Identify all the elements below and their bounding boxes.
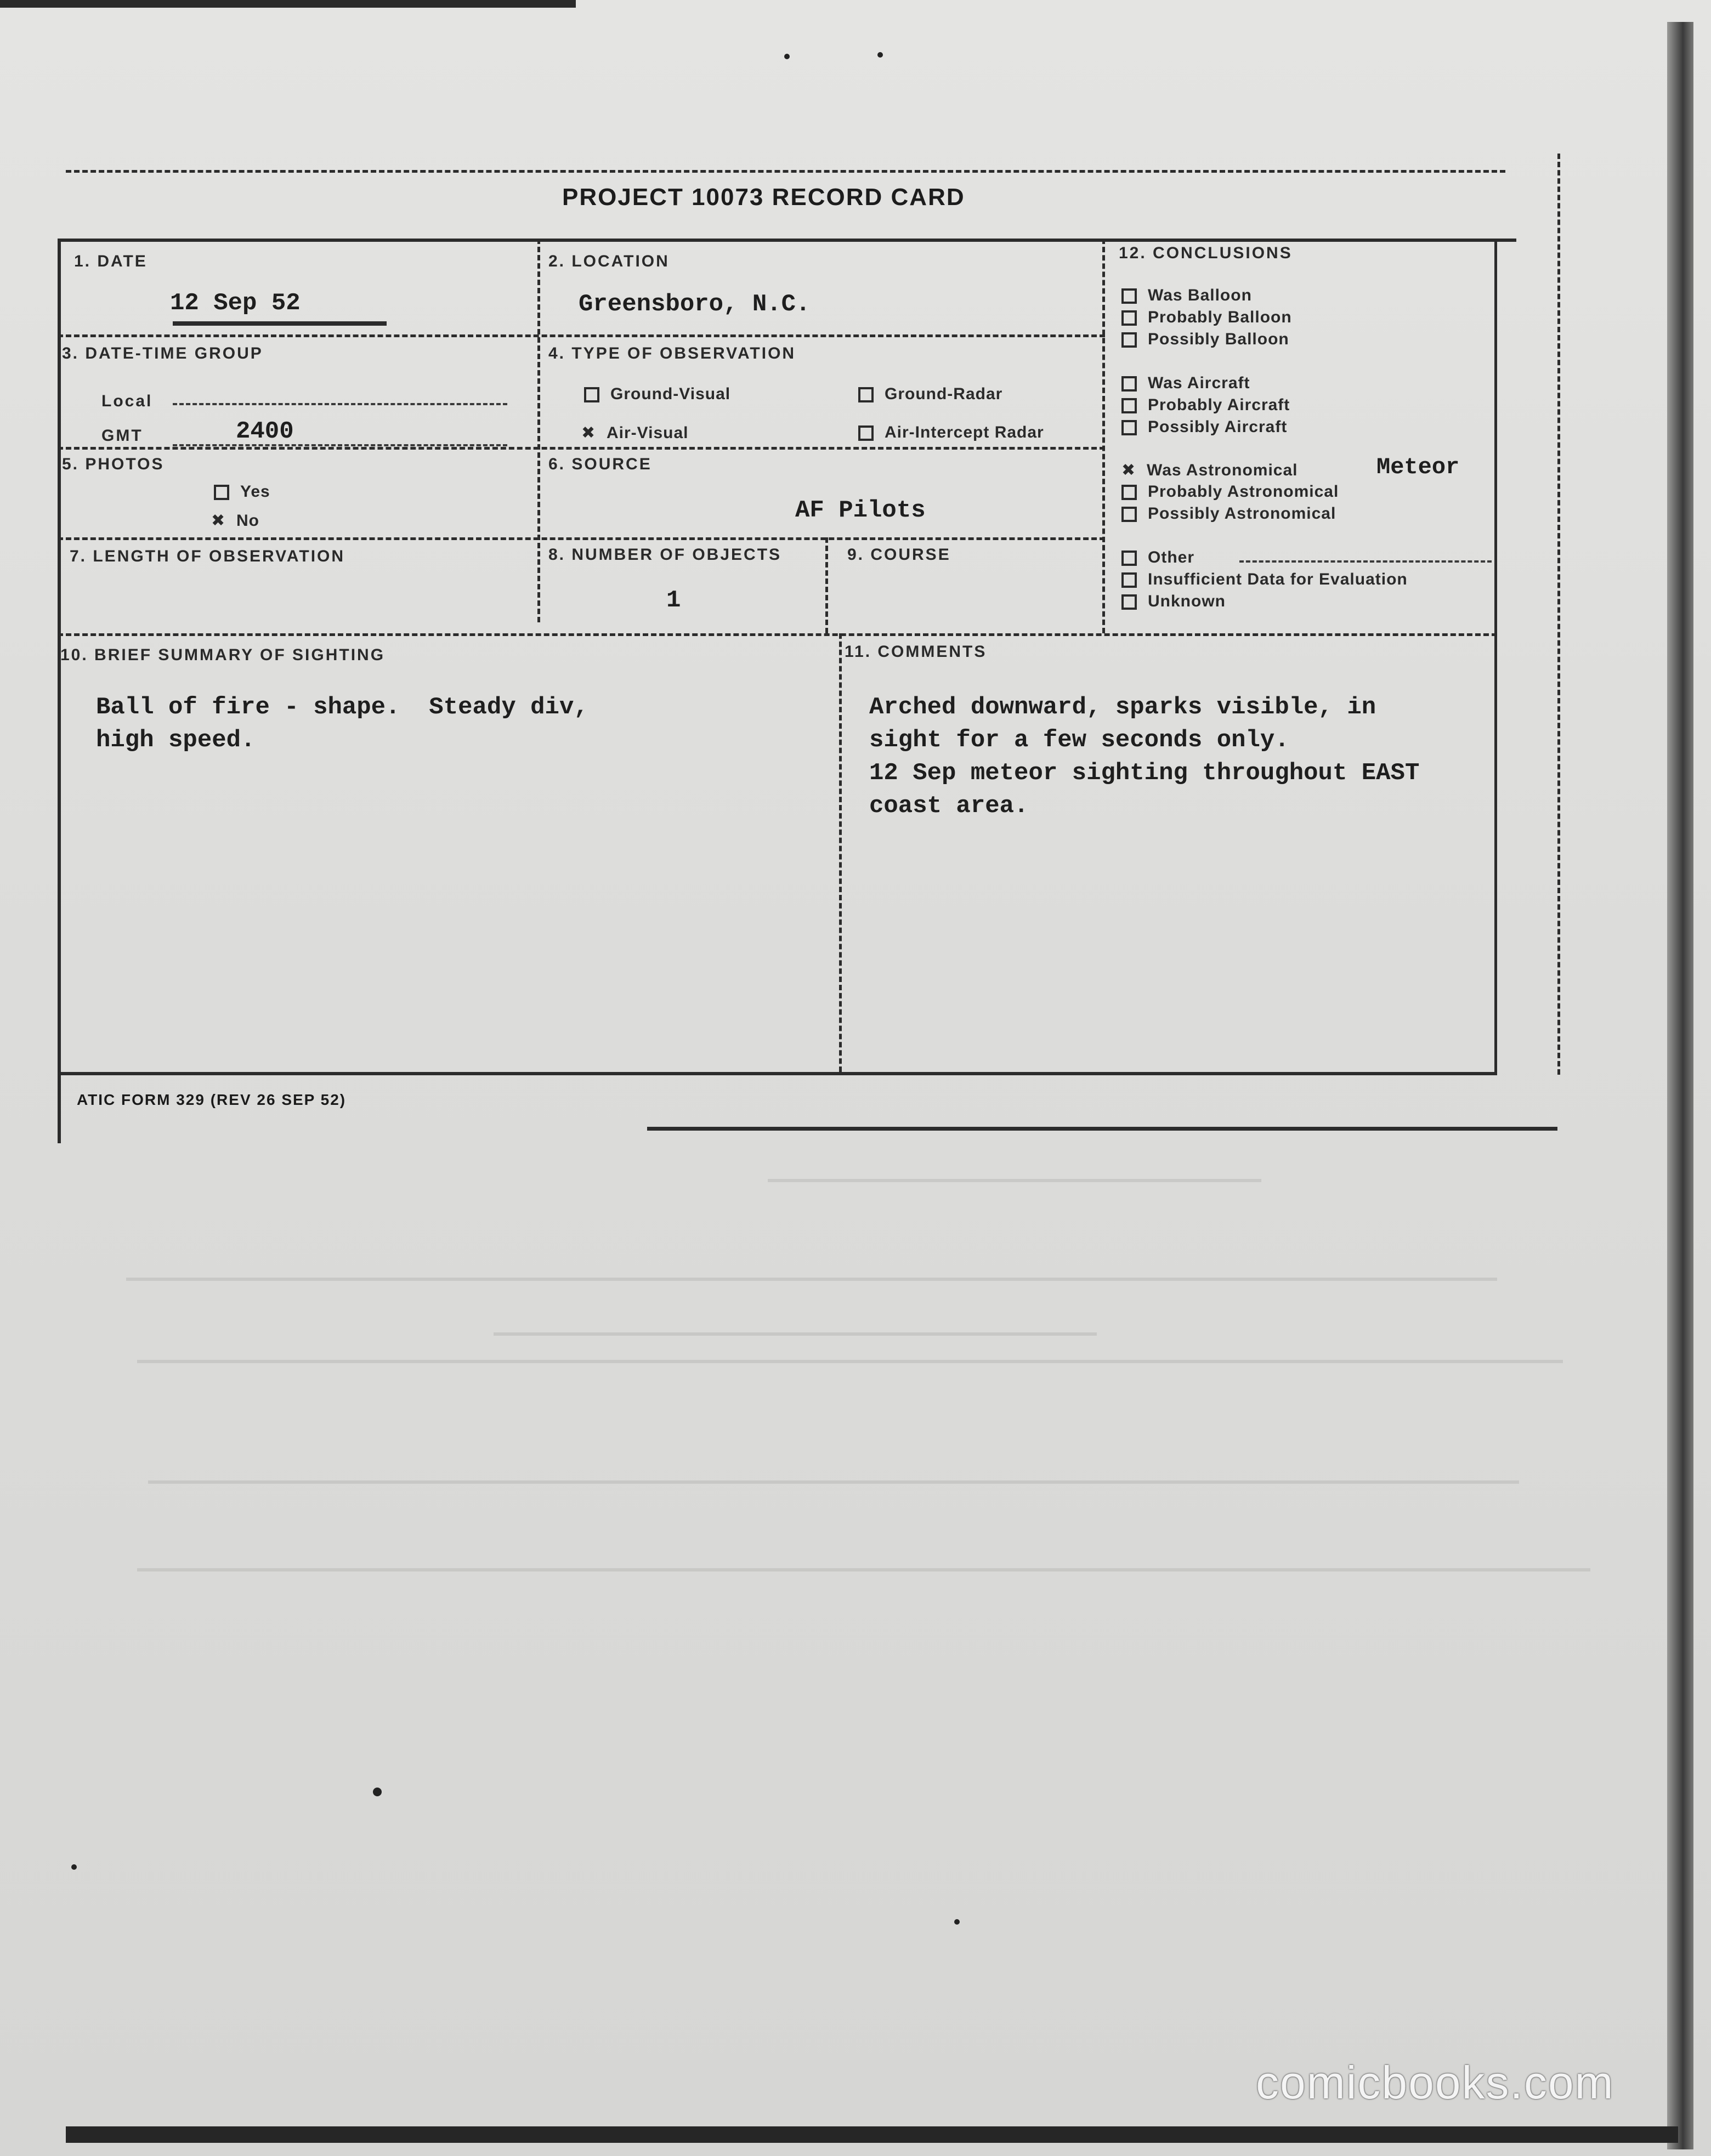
checkbox-icon: [1121, 310, 1137, 326]
conclusion-other[interactable]: Other: [1121, 548, 1194, 567]
number-of-objects-value: 1: [666, 587, 681, 614]
checkbox-icon: [1121, 507, 1137, 522]
conclusion-unknown[interactable]: Unknown: [1121, 592, 1226, 611]
checkbox-icon: [1121, 485, 1137, 500]
checkbox-icon: [1121, 288, 1137, 304]
scan-speck: [784, 54, 790, 59]
conclusion-possibly-aircraft[interactable]: Possibly Aircraft: [1121, 418, 1287, 436]
local-label: Local: [101, 392, 153, 410]
brief-summary-label: 10. BRIEF SUMMARY OF SIGHTING: [60, 646, 386, 664]
checkbox-icon: [1121, 551, 1137, 566]
bleed-through-line: [137, 1360, 1563, 1363]
scan-edge-top: [0, 0, 576, 8]
length-of-observation-label: 7. LENGTH OF OBSERVATION: [70, 547, 345, 565]
source-value: AF Pilots: [795, 497, 926, 524]
comments-label: 11. COMMENTS: [845, 643, 987, 661]
checkbox-icon: [858, 387, 874, 402]
checkbox-icon: [1121, 420, 1137, 435]
location-value: Greensboro, N.C.: [579, 291, 811, 318]
gmt-value: 2400: [236, 418, 294, 445]
comments-line: coast area.: [869, 792, 1029, 820]
form-identifier: ATIC FORM 329 (REV 26 SEP 52): [77, 1091, 347, 1108]
scan-speck: [954, 1919, 960, 1925]
observation-option-ground-radar[interactable]: Ground-Radar: [858, 385, 1002, 404]
bleed-through-line: [126, 1278, 1497, 1281]
observation-option-air-visual[interactable]: ✖ Air-Visual: [581, 423, 689, 442]
bleed-through-line: [148, 1480, 1519, 1484]
checkbox-icon: [1121, 594, 1137, 610]
photos-option-no[interactable]: ✖ No: [211, 511, 259, 530]
course-label: 9. COURSE: [847, 546, 951, 564]
summary-line: high speed.: [96, 727, 256, 754]
scan-speck: [877, 52, 883, 58]
photos-option-yes[interactable]: Yes: [214, 483, 270, 501]
conclusion-was-aircraft[interactable]: Was Aircraft: [1121, 374, 1250, 393]
source-label: 6. SOURCE: [548, 455, 652, 473]
watermark: comicbooks.com: [1256, 2057, 1614, 2108]
record-card: [58, 170, 1533, 1080]
checkbox-icon: [214, 485, 229, 500]
conclusion-probably-astronomical[interactable]: Probably Astronomical: [1121, 483, 1339, 501]
observation-option-air-intercept-radar[interactable]: Air-Intercept Radar: [858, 423, 1044, 442]
conclusion-was-astronomical[interactable]: ✖ Was Astronomical: [1121, 461, 1298, 480]
conclusion-possibly-balloon[interactable]: Possibly Balloon: [1121, 330, 1289, 349]
checkbox-icon: [1121, 332, 1137, 348]
astronomical-note: Meteor: [1376, 454, 1460, 480]
conclusion-probably-balloon[interactable]: Probably Balloon: [1121, 308, 1292, 327]
scan-edge-bottom: [66, 2126, 1678, 2143]
comments-line: 12 Sep meteor sighting throughout EAST: [869, 759, 1420, 787]
bleed-through-line: [494, 1332, 1097, 1336]
date-label: 1. DATE: [74, 252, 148, 270]
conclusion-probably-aircraft[interactable]: Probably Aircraft: [1121, 396, 1290, 415]
scan-speck: [71, 1864, 77, 1870]
scan-speck: [373, 1788, 382, 1796]
comments-line: Arched downward, sparks visible, in: [869, 694, 1376, 721]
checkbox-icon: [1121, 398, 1137, 413]
comments-line: sight for a few seconds only.: [869, 727, 1289, 754]
summary-line: Ball of fire - shape. Steady div,: [96, 694, 588, 721]
date-value: 12 Sep 52: [170, 290, 301, 317]
number-of-objects-label: 8. NUMBER OF OBJECTS: [548, 546, 782, 564]
checkbox-icon: [584, 387, 599, 402]
checkbox-icon: [858, 425, 874, 441]
card-title: PROJECT 10073 RECORD CARD: [562, 184, 965, 211]
location-label: 2. LOCATION: [548, 252, 670, 270]
gmt-label: GMT: [101, 427, 143, 445]
observation-option-ground-visual[interactable]: Ground-Visual: [584, 385, 730, 404]
conclusion-possibly-astronomical[interactable]: Possibly Astronomical: [1121, 504, 1336, 523]
checked-x-icon: ✖: [211, 511, 226, 530]
conclusion-was-balloon[interactable]: Was Balloon: [1121, 286, 1252, 305]
conclusion-insufficient-data[interactable]: Insufficient Data for Evaluation: [1121, 570, 1408, 589]
photos-label: 5. PHOTOS: [62, 455, 165, 473]
checked-x-icon: ✖: [581, 423, 596, 442]
date-time-group-label: 3. DATE-TIME GROUP: [62, 344, 263, 362]
bleed-through-line: [768, 1179, 1261, 1182]
bleed-through-line: [137, 1568, 1590, 1571]
checkbox-icon: [1121, 376, 1137, 392]
checkbox-icon: [1121, 572, 1137, 588]
type-of-observation-label: 4. TYPE OF OBSERVATION: [548, 344, 796, 362]
scan-edge-right: [1667, 22, 1693, 2149]
checked-x-icon: ✖: [1121, 461, 1136, 480]
conclusions-label: 12. CONCLUSIONS: [1119, 244, 1293, 262]
